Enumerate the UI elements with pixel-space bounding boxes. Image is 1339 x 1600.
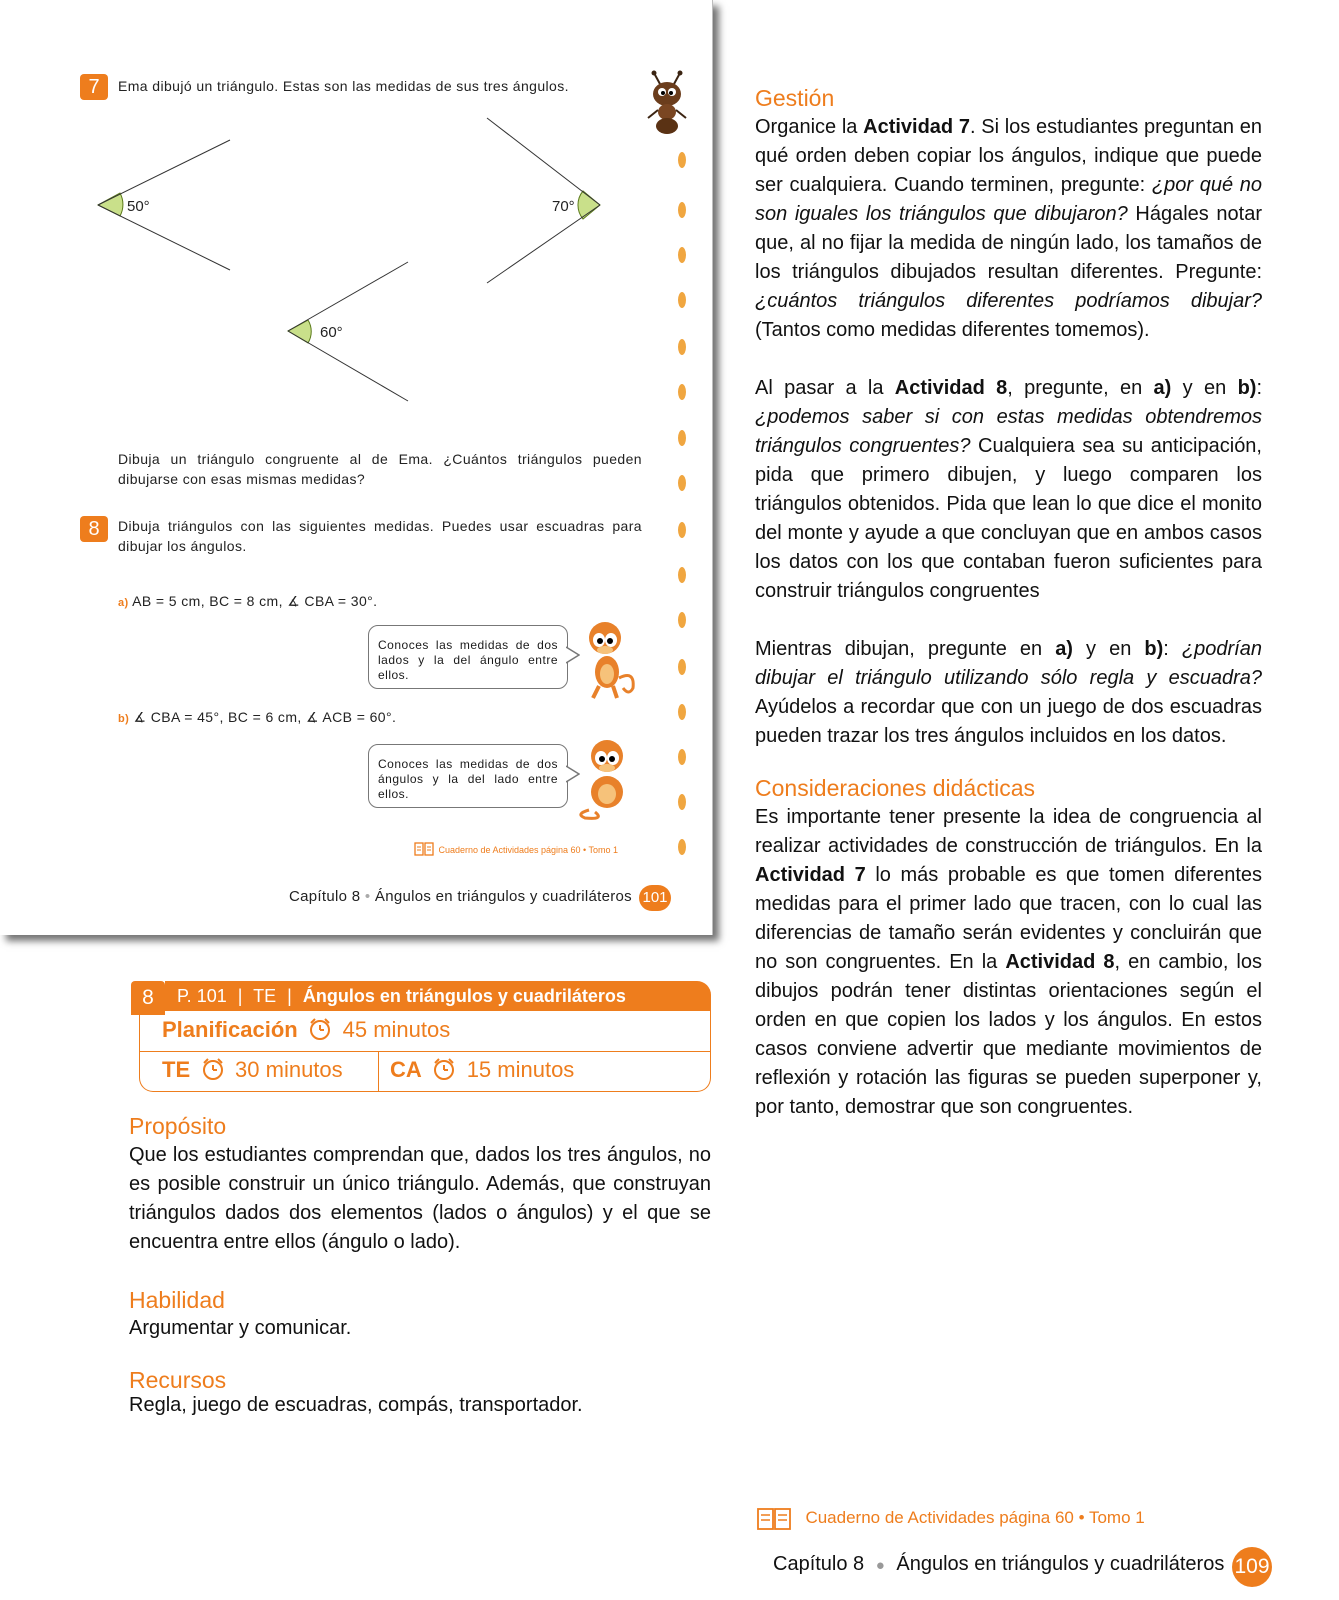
planning-label: Planificación bbox=[162, 1017, 298, 1042]
item-b-text: ∡ CBA = 45°, BC = 6 cm, ∡ ACB = 60°. bbox=[133, 709, 397, 725]
teacher-page-number: 109 bbox=[1232, 1547, 1272, 1587]
activity-7-question: Dibuja un triángulo congruente al de Ema. ¿Cuántos triángulos pueden dibujarse con esas mismas medidas? bbox=[118, 451, 642, 487]
planning-total-row bbox=[162, 1017, 450, 1043]
planning-page-ref: P. 101 bbox=[177, 986, 227, 1006]
item-a-text: AB = 5 cm, BC = 8 cm, ∡ CBA = 30°. bbox=[132, 593, 378, 609]
teacher-footer-chapter: Capítulo 8 bbox=[773, 1553, 865, 1575]
consideraciones-paragraph: Es importante tener presente la idea de congruencia al realizar actividades de construcción de triángulos. En la Actividad 7 lo más probable es que tomen diferentes medidas para el primer lado que tracen, con lo cual las diferencias de tamaño serán evidentes y concluirán que no son congruentes. En la Actividad 8, en cambio, los dibujos podrán tener distintas orientaciones según el orden en que copien los lados y los ángulos. En estos casos conviene advertir que mediante movimientos de reflexión y rotación las figuras se pueden superponer y, por tanto, demostrar que son congruentes. bbox=[755, 806, 1263, 1118]
teacher-cuaderno-text: Cuaderno de Actividades página 60 • Tomo 1 bbox=[805, 1508, 1145, 1528]
planning-te-row bbox=[162, 1057, 343, 1083]
proposito-heading: Propósito bbox=[129, 1113, 227, 1139]
activity-8-badge: 8 bbox=[80, 516, 108, 542]
student-page-excerpt bbox=[0, 0, 713, 935]
student-cuaderno-text: Cuaderno de Actividades página 60 • Tomo 1 bbox=[438, 845, 619, 855]
planning-divider bbox=[140, 1051, 710, 1052]
proposito-text: Que los estudiantes comprendan que, dados los tres ángulos, no es posible construir un único triángulo. Además, que construyan triángulos dados dos elementos (lados o ángulos) y el que se encuentra entre ellos (ángulo o lado). bbox=[129, 1144, 711, 1253]
planning-sep-1: | bbox=[237, 986, 243, 1006]
activity-7-badge: 7 bbox=[80, 74, 108, 100]
hint-bubble-b: Conoces las medidas de dos ángulos y la del lado entre ellos. bbox=[368, 744, 568, 808]
teacher-footer-sep: ● bbox=[875, 1557, 885, 1574]
planning-col-divider bbox=[378, 1051, 379, 1091]
activity-7-prompt: Ema dibujó un triángulo. Estas son las medidas de sus tres ángulos. bbox=[118, 78, 569, 94]
student-footer-title: Ángulos en triángulos y cuadriláteros bbox=[374, 888, 632, 905]
student-page-footer bbox=[289, 888, 632, 905]
habilidad-heading: Habilidad bbox=[129, 1287, 225, 1313]
alarm-clock-icon bbox=[432, 1057, 456, 1081]
consideraciones-heading: Consideraciones didácticas bbox=[755, 775, 1035, 801]
book-icon bbox=[757, 1508, 791, 1530]
angles-figure bbox=[90, 115, 630, 425]
planning-title: Ángulos en triángulos y cuadriláteros bbox=[302, 986, 626, 1006]
item-b-label: b) bbox=[118, 713, 130, 725]
angle-60-label: 60° bbox=[320, 324, 343, 341]
te-minutes: 30 minutos bbox=[235, 1057, 343, 1082]
monkey-sitting-mascot-icon bbox=[575, 738, 645, 820]
student-page-number: 101 bbox=[639, 885, 671, 911]
gestion-paragraph-2: Al pasar a la Actividad 8, pregunte, en a) y en b): ¿podemos saber si con estas medidas obtendremos triángulos congruentes? Cualquiera sea su anticipación, pida que primero dibujen, y luego comparen los triángulos obtenidos. Pida que lean lo que dice el monito del monte y ayude a que concluyan que en ambos casos los datos con los que contaban fueron suficientes para construir triángulos congruentes bbox=[755, 377, 1263, 602]
habilidad-text: Argumentar y comunicar. bbox=[129, 1317, 352, 1339]
activity-8a bbox=[118, 591, 377, 613]
planning-body bbox=[139, 1011, 711, 1092]
student-footer-chapter: Capítulo 8 bbox=[289, 888, 361, 905]
leaf-border-decoration bbox=[672, 150, 692, 865]
item-a-label: a) bbox=[118, 597, 129, 609]
alarm-clock-icon bbox=[308, 1017, 332, 1041]
te-label: TE bbox=[162, 1057, 191, 1082]
planning-sep-2: | bbox=[287, 986, 292, 1006]
activity-8-prompt: Dibuja triángulos con las siguientes medidas. Puedes usar escuadras para dibujar los ángulos. bbox=[118, 518, 642, 554]
ant-mascot-icon bbox=[640, 70, 696, 136]
planning-total-minutes: 45 minutos bbox=[342, 1017, 451, 1042]
ca-label: CA bbox=[390, 1057, 422, 1082]
activity-8b bbox=[118, 707, 396, 729]
teacher-page-footer bbox=[773, 1553, 1224, 1576]
gestion-heading: Gestión bbox=[755, 85, 835, 111]
hint-bubble-a: Conoces las medidas de dos lados y la del ángulo entre ellos. bbox=[368, 625, 568, 689]
book-icon bbox=[414, 842, 434, 856]
teacher-cuaderno-ref bbox=[757, 1508, 1145, 1530]
planning-header-band bbox=[165, 981, 711, 1011]
ca-minutes: 15 minutos bbox=[466, 1057, 575, 1082]
alarm-clock-icon bbox=[201, 1057, 225, 1081]
planning-ca-row bbox=[390, 1057, 574, 1083]
student-footer-sep: • bbox=[364, 888, 371, 905]
angle-50-label: 50° bbox=[127, 198, 150, 215]
recursos-heading: Recursos bbox=[129, 1367, 227, 1393]
teacher-footer-title: Ángulos en triángulos y cuadriláteros bbox=[896, 1553, 1225, 1575]
student-cuaderno-ref bbox=[414, 840, 618, 858]
gestion-paragraph-3: Mientras dibujan, pregunte en a) y en b): ¿podrían dibujar el triángulo utilizando sólo regla y escuadra? Ayúdelos a recordar que con un juego de dos escuadras pueden trazar los tres ángulos incluidos en los datos. bbox=[755, 638, 1262, 747]
planning-te-tag: TE bbox=[253, 986, 277, 1006]
recursos-text: Regla, juego de escuadras, compás, transportador. bbox=[129, 1394, 583, 1416]
planning-chapter-number: 8 bbox=[131, 981, 165, 1015]
gestion-paragraph-1: Organice la Actividad 7. Si los estudiantes preguntan en qué orden deben copiar los ángulos, indique que puede ser cualquiera. Cuando terminen, pregunte: ¿por qué no son iguales los triángulos que dibujaron? Hágales notar que, al no fijar la medida de ningún lado, los tamaños de los triángulos dibujados resultan diferentes. Pregunte: ¿cuántos triángulos diferentes podríamos dibujar? (Tantos como medidas diferentes tomemos). bbox=[755, 116, 1262, 341]
monkey-mascot-icon bbox=[575, 620, 645, 700]
angle-70-label: 70° bbox=[552, 198, 575, 215]
